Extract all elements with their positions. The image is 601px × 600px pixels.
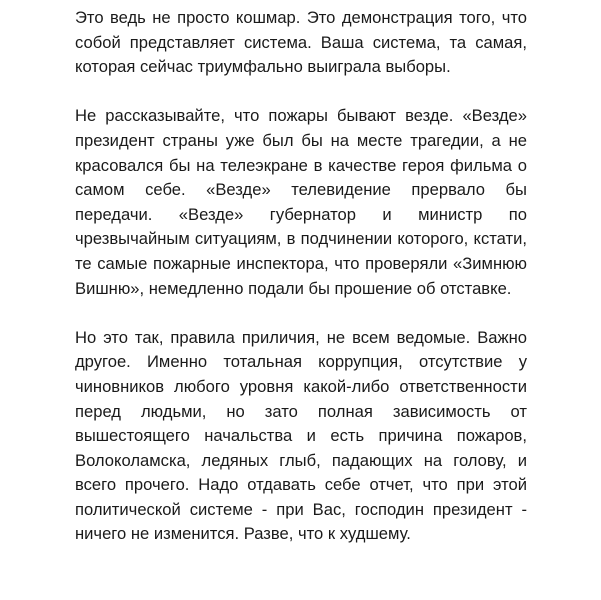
- paragraph-1: Это ведь не просто кошмар. Это демонстрация того, что собой представляет система. Ваша система, та самая, которая сейчас триумфально выиграла выборы.: [75, 8, 527, 77]
- document-body: [75, 6, 527, 572]
- paragraph-3: Но это так, правила приличия, не всем ведомые. Важно другое. Именно тотальная коррупция, отсутствие у чиновников любого уровня какой-либо ответственности перед людьми, но зато полная зависимость от вышестоящего начальства и есть причина пожаров, Волоколамска, ледяных глыб, падающих на голову, и всего прочего. Надо отдавать себе отчет, что при этой политической системе - при Вас, господин президент - ничего не изменится. Разве, что к худшему.: [75, 327, 527, 544]
- paragraph-2: Не рассказывайте, что пожары бывают везде. «Везде» президент страны уже был бы на месте трагедии, а не красовался бы на телеэкране в качестве героя фильма о самом себе. «Везде» телевидение прервало бы передачи. «Везде» губернатор и министр по чрезвычайным ситуациям, в подчинении которого, кстати, те самые пожарные инспектора, что проверяли «Зимнюю Вишню», немедленно подали бы прошение об отставке.: [75, 106, 527, 298]
